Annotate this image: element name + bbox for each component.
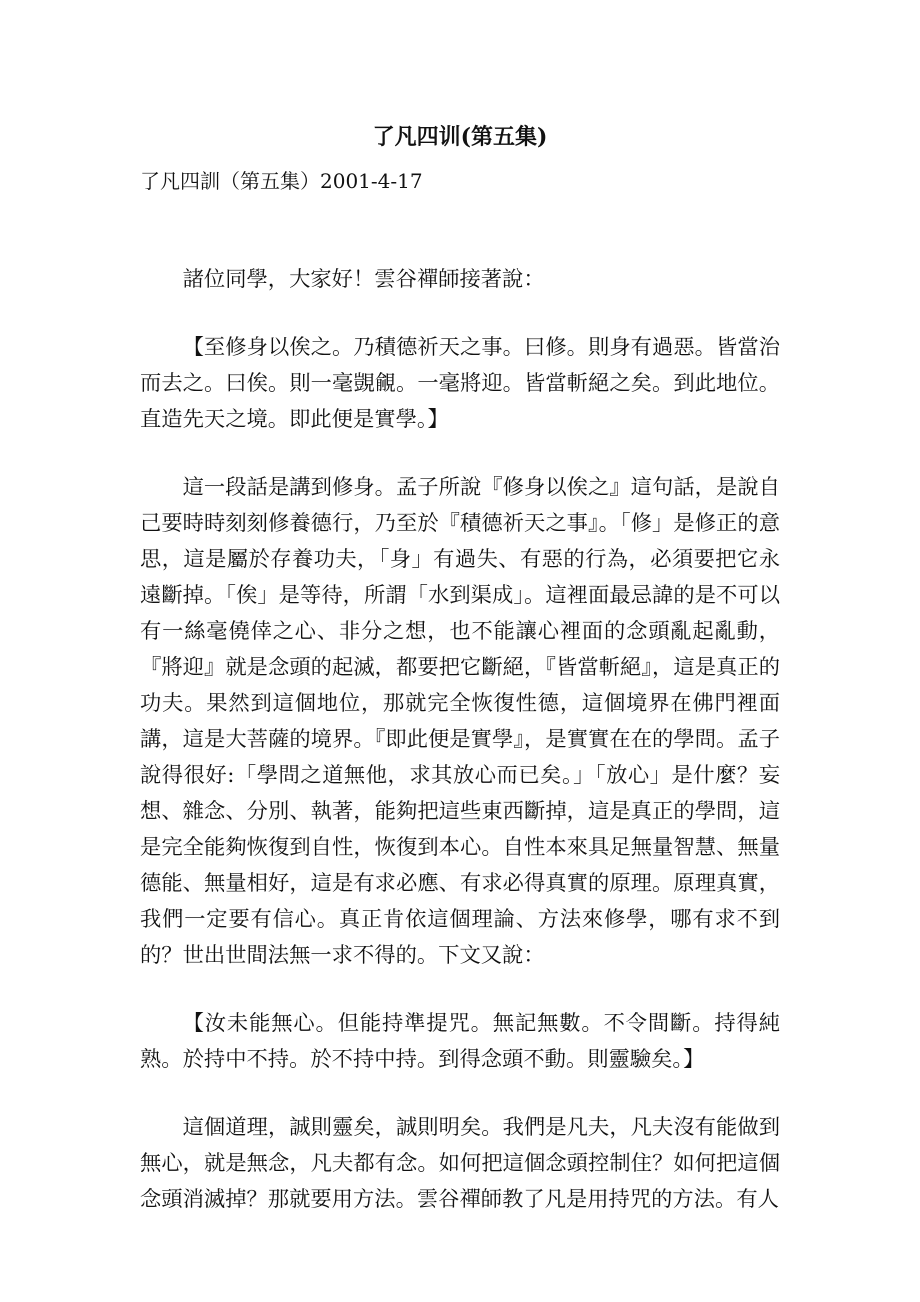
document-title: 了凡四训(第五集) bbox=[372, 124, 548, 150]
paragraph-commentary-1: 這一段話是講到修身。孟子所說『修身以俟之』這句話，是說自己要時時刻刻修養德行，乃至於『積德祈天之事』。「修」是修正的意思，這是屬於存養功夫，「身」有過失、有惡的行為，必須要把它永遠斷掉。「俟」是等待，所謂「水到渠成」。這裡面最忌諱的是不可以有一絲毫僥倖之心、非分之想，也不能讓心裡面的念頭亂起亂動，『將迎』就是念頭的起滅，都要把它斷絕，『皆當斬絕』，這是真正的功夫。果然到這個地位，那就完全恢復性德，這個境界在佛門裡面講，這是大菩薩的境界。『即此便是實學』，是實實在在的學問。孟子說得很好:「學問之道無他，求其放心而已矣。」「放心」是什麼？妄想、雜念、分別、執著，能夠把這些東西斷掉，這是真正的學問，這是完全能夠恢復到自性，恢復到本心。自性本來具足無量智慧、無量德能、無量相好，這是有求必應、有求必得真實的原理。原理真實，我們一定要有信心。真正肯依這個理論、方法來修學，哪有求不到的？世出世間法無一求不得的。下文又說： bbox=[140, 475, 780, 968]
paragraph-quote-1: 【至修身以俟之。乃積德祈天之事。曰修。則身有過惡。皆當治而去之。曰俟。則一毫覬覦。一毫將迎。皆當斬絕之矣。到此地位。直造先天之境。即此便是實學。】 bbox=[140, 335, 780, 432]
paragraph-commentary-2: 這個道理，誠則靈矣，誠則明矣。我們是凡夫，凡夫沒有能做到無心，就是無念，凡夫都有念。如何把這個念頭控制住？如何把這個念頭消滅掉？那就要用方法。雲谷禪師教了凡是用持咒的方法。有人 bbox=[140, 1115, 780, 1212]
document-body bbox=[140, 262, 780, 1250]
paragraph-greeting: 諸位同學，大家好！雲谷禪師接著說： bbox=[182, 267, 545, 292]
document-subtitle: 了凡四訓（第五集）2001-4-17 bbox=[140, 169, 423, 193]
paragraph-quote-2: 【汝未能無心。但能持準提咒。無記無數。不令間斷。持得純熟。於持中不持。於不持中持。到得念頭不動。則靈驗矣。】 bbox=[140, 1011, 780, 1072]
